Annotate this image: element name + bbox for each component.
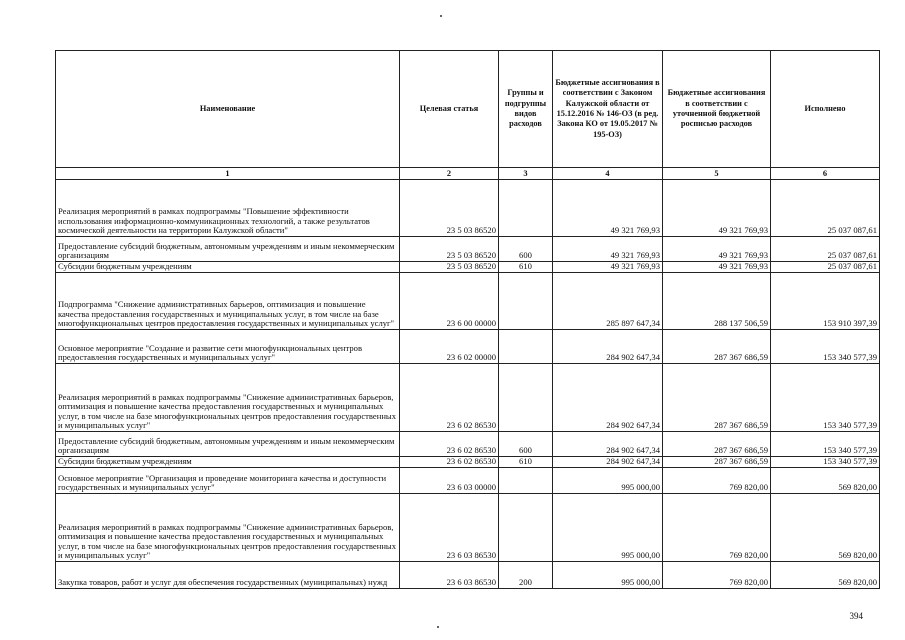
table-row: [56, 237, 880, 262]
header-expense-groups: Группы и подгруппы видов расходов: [499, 51, 553, 168]
row-target-code: 23 6 02 00000: [400, 330, 499, 364]
row-target-code: 23 6 00 00000: [400, 273, 499, 330]
row-name: Реализация мероприятий в рамках подпрограммы "Снижение административных барьеров, оптимизация и повышение качества предоставления государственных и муниципальных услуг, в том числе на базе многофункциональных центров предоставления государственных и муниципальных услуг": [56, 364, 400, 432]
row-name: Субсидии бюджетным учреждениям: [56, 457, 400, 468]
row-name: Основное мероприятие "Организация и проведение мониторинга качества и доступности государственных и муниципальных услуг": [56, 468, 400, 494]
row-refined-amount: 49 321 769,93: [663, 262, 771, 273]
column-number: 4: [553, 168, 663, 180]
row-target-code: 23 5 03 86520: [400, 237, 499, 262]
column-number: 3: [499, 168, 553, 180]
row-executed-amount: 569 820,00: [771, 468, 880, 494]
row-executed-amount: 569 820,00: [771, 562, 880, 589]
column-number: 2: [400, 168, 499, 180]
row-refined-amount: 287 367 686,59: [663, 457, 771, 468]
row-law-amount: 995 000,00: [553, 562, 663, 589]
row-executed-amount: 153 910 397,39: [771, 273, 880, 330]
row-refined-amount: 287 367 686,59: [663, 364, 771, 432]
column-number: 5: [663, 168, 771, 180]
row-law-amount: 284 902 647,34: [553, 457, 663, 468]
row-executed-amount: 153 340 577,39: [771, 330, 880, 364]
row-executed-amount: 153 340 577,39: [771, 432, 880, 457]
row-executed-amount: 153 340 577,39: [771, 457, 880, 468]
row-group: [499, 494, 553, 562]
row-name: Субсидии бюджетным учреждениям: [56, 262, 400, 273]
column-number-row: [56, 168, 880, 180]
table-row: [56, 330, 880, 364]
table-row: [56, 273, 880, 330]
header-executed: Исполнено: [771, 51, 880, 168]
header-target-article: Целевая статья: [400, 51, 499, 168]
header-name: Наименование: [56, 51, 400, 168]
row-name: Основное мероприятие "Создание и развитие сети многофункциональных центров предоставления государственных и муниципальных услуг": [56, 330, 400, 364]
table-row: [56, 457, 880, 468]
column-number: 6: [771, 168, 880, 180]
table-row: [56, 180, 880, 237]
row-name: Закупка товаров, работ и услуг для обеспечения государственных (муниципальных) нужд: [56, 562, 400, 589]
row-refined-amount: 769 820,00: [663, 494, 771, 562]
row-group: [499, 273, 553, 330]
row-law-amount: 49 321 769,93: [553, 237, 663, 262]
row-law-amount: 284 902 647,34: [553, 330, 663, 364]
header-law-allocations: Бюджетные ассигнования в соответствии с Законом Калужской области от 15.12.2016 № 146-ОЗ (в ред. Закона КО от 19.05.2017 № 195-ОЗ): [553, 51, 663, 168]
table-row: [56, 468, 880, 494]
row-refined-amount: 49 321 769,93: [663, 180, 771, 237]
row-target-code: 23 5 03 86520: [400, 180, 499, 237]
row-target-code: 23 6 03 86530: [400, 494, 499, 562]
row-law-amount: 285 897 647,34: [553, 273, 663, 330]
row-executed-amount: 25 037 087,61: [771, 237, 880, 262]
row-group: 600: [499, 237, 553, 262]
row-refined-amount: 287 367 686,59: [663, 432, 771, 457]
row-group: [499, 180, 553, 237]
table-row: [56, 364, 880, 432]
row-group: [499, 330, 553, 364]
row-law-amount: 49 321 769,93: [553, 262, 663, 273]
row-group: 610: [499, 457, 553, 468]
row-refined-amount: 769 820,00: [663, 468, 771, 494]
row-target-code: 23 6 02 86530: [400, 364, 499, 432]
table-row: [56, 432, 880, 457]
row-group: 600: [499, 432, 553, 457]
column-number: 1: [56, 168, 400, 180]
row-group: [499, 364, 553, 432]
header-refined-allocations: Бюджетные ассигнования в соответствии с уточненной бюджетной росписью расходов: [663, 51, 771, 168]
scan-speck: [440, 15, 442, 17]
row-target-code: 23 6 02 86530: [400, 457, 499, 468]
row-refined-amount: 49 321 769,93: [663, 237, 771, 262]
row-target-code: 23 6 03 00000: [400, 468, 499, 494]
scan-speck: [437, 626, 439, 628]
table-row: [56, 494, 880, 562]
row-name: Подпрограмма "Снижение административных барьеров, оптимизация и повышение качества предоставления государственных и муниципальных услуг, в том числе на базе многофункциональных центров предоставления государственных и муниципальных услуг": [56, 273, 400, 330]
row-refined-amount: 287 367 686,59: [663, 330, 771, 364]
page-number: 394: [849, 611, 863, 621]
row-name: Реализация мероприятий в рамках подпрограммы "Снижение административных барьеров, оптимизация и повышение качества предоставления государственных и муниципальных услуг, в том числе на базе многофункциональных центров предоставления государственных и муниципальных услуг": [56, 494, 400, 562]
table-row: [56, 262, 880, 273]
row-target-code: 23 5 03 86520: [400, 262, 499, 273]
table-header-row: [56, 51, 880, 168]
row-group: 200: [499, 562, 553, 589]
table-row: [56, 562, 880, 589]
row-target-code: 23 6 02 86530: [400, 432, 499, 457]
row-executed-amount: 25 037 087,61: [771, 180, 880, 237]
row-law-amount: 284 902 647,34: [553, 364, 663, 432]
row-name: Реализация мероприятий в рамках подпрограммы "Повышение эффективности использования информационно-коммуникационных технологий, а также результатов космической деятельности на территории Калужской области": [56, 180, 400, 237]
row-law-amount: 284 902 647,34: [553, 432, 663, 457]
row-target-code: 23 6 03 86530: [400, 562, 499, 589]
row-name: Предоставление субсидий бюджетным, автономным учреждениям и иным некоммерческим организациям: [56, 432, 400, 457]
row-law-amount: 995 000,00: [553, 494, 663, 562]
row-law-amount: 49 321 769,93: [553, 180, 663, 237]
row-law-amount: 995 000,00: [553, 468, 663, 494]
row-group: 610: [499, 262, 553, 273]
row-name: Предоставление субсидий бюджетным, автономным учреждениям и иным некоммерческим организациям: [56, 237, 400, 262]
row-executed-amount: 569 820,00: [771, 494, 880, 562]
budget-table: [55, 50, 880, 589]
row-executed-amount: 153 340 577,39: [771, 364, 880, 432]
row-refined-amount: 769 820,00: [663, 562, 771, 589]
row-executed-amount: 25 037 087,61: [771, 262, 880, 273]
row-refined-amount: 288 137 506,59: [663, 273, 771, 330]
row-group: [499, 468, 553, 494]
